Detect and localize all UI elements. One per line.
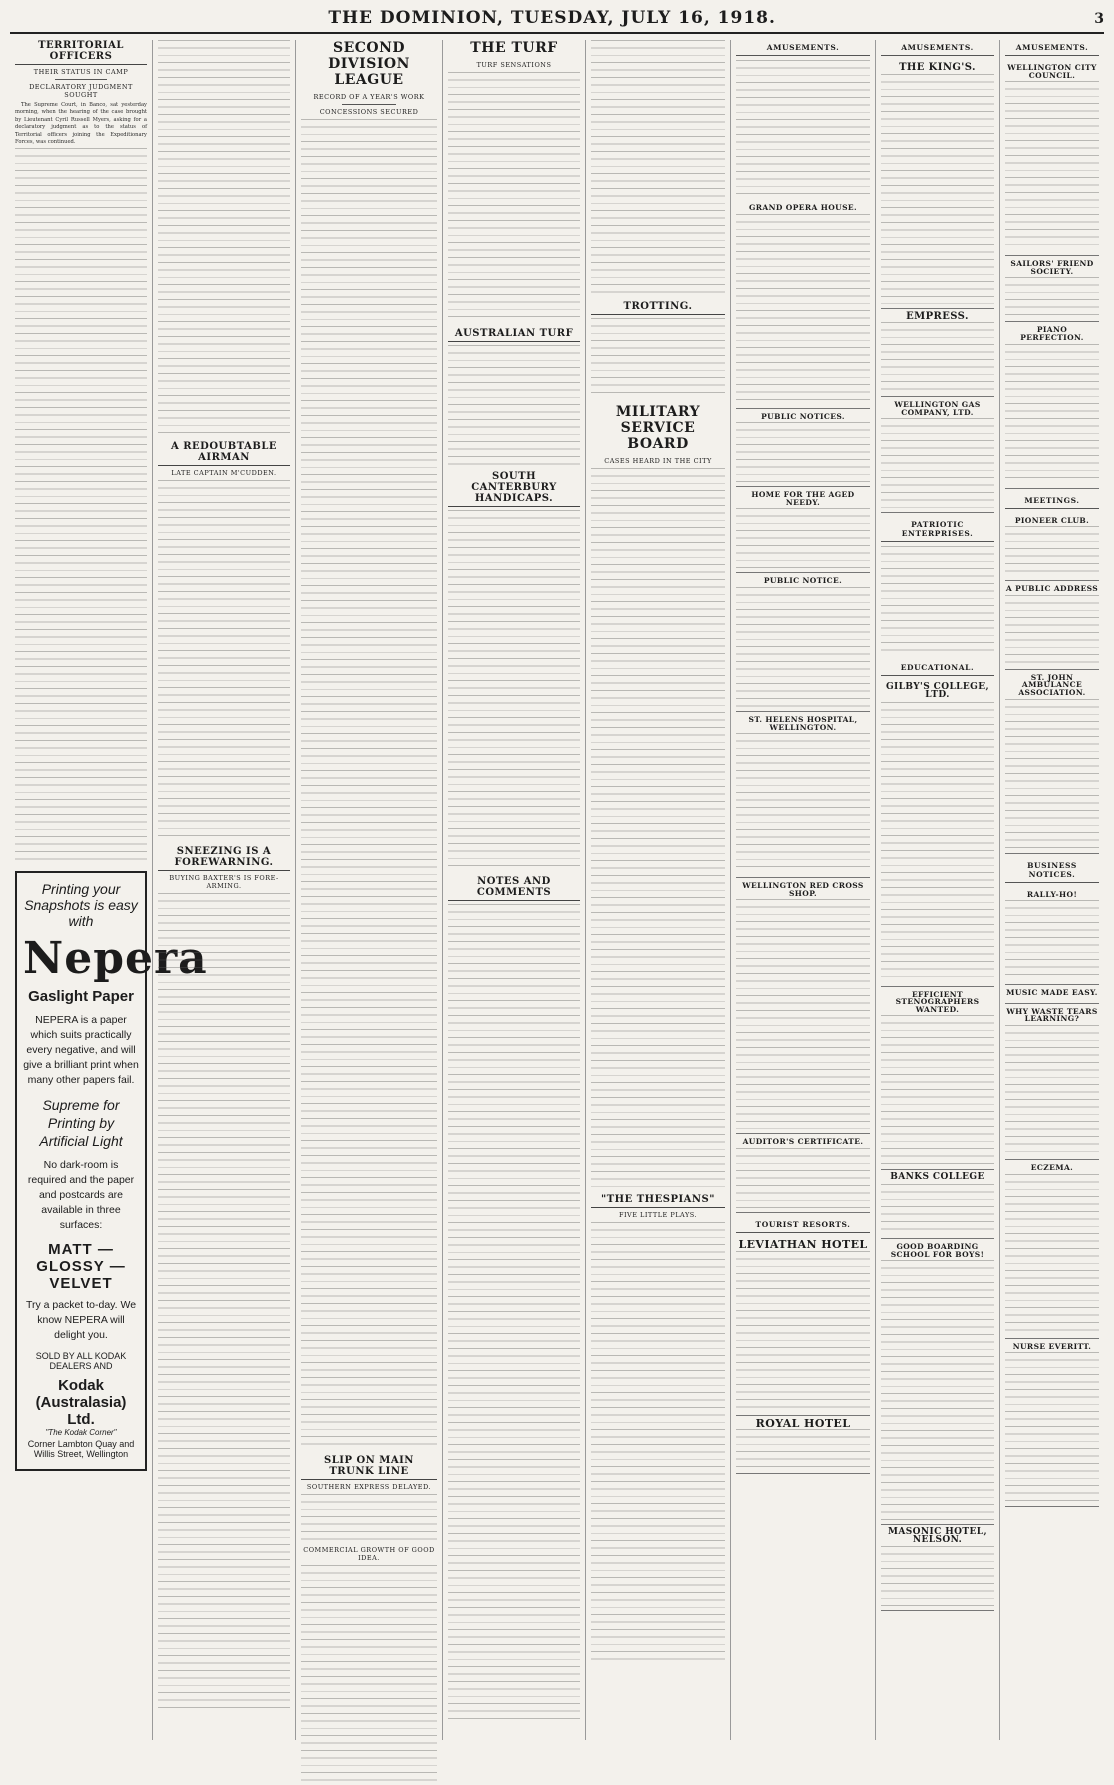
notice-text: [736, 214, 870, 404]
lead-paragraph: The Supreme Court, in Banco, sat yesterday morning, when the hearing of the case brought by Lieutenant Cyril Russell Myers, asking for a declaratory judgment as to the status of Territorial officers joining the Expeditionary Forces, was continued.: [15, 102, 147, 146]
ad-sold: SOLD BY ALL KODAK DEALERS AND: [35, 1351, 127, 1372]
notice-text: [736, 422, 870, 482]
notice-aged-needy: [736, 487, 870, 573]
notice-heading: ROYAL HOTEL: [755, 1416, 851, 1430]
headline-notes-comments: NOTES AND COMMENTS: [448, 876, 580, 901]
column-7: [876, 40, 1000, 1740]
notice-text: [881, 1546, 994, 1606]
notice-text: [736, 733, 870, 873]
notice-text: [881, 1184, 994, 1234]
ad-address: Corner Lambton Quay and Willis Street, Wellington: [27, 1439, 135, 1460]
headline-territorial-officers: TERRITORIAL OFFICERS: [15, 40, 147, 65]
section-business: BUSINESS NOTICES.: [1005, 858, 1099, 883]
notice-heading: EMPRESS.: [906, 310, 969, 322]
section-meetings: MEETINGS.: [1005, 493, 1099, 509]
notice-heading: GILBY'S COLLEGE, LTD.: [885, 682, 990, 700]
subhead-concessions: CONCESSIONS SECURED: [319, 108, 419, 116]
notice-heading: A PUBLIC ADDRESS: [1005, 584, 1099, 594]
notice-public: [736, 409, 870, 488]
notice-heading: ECZEMA.: [1030, 1162, 1074, 1172]
columns: [10, 40, 1104, 1740]
notice-text: [1005, 1025, 1099, 1155]
notice-text: [1005, 1352, 1099, 1502]
ad-corner: "The Kodak Corner": [45, 1428, 117, 1438]
notice-st-helens: [736, 712, 870, 878]
article-text-block: [591, 40, 725, 295]
headline-sneezing: SNEEZING IS A FOREWARNING.: [158, 846, 290, 871]
notice-text: [881, 322, 994, 392]
notice-text-block: [881, 546, 994, 656]
notice-text: [881, 418, 994, 508]
notice-st-john: [1005, 670, 1099, 854]
ad-intro: Printing your Snapshots is easy with: [24, 881, 138, 930]
article-text-block: [158, 480, 290, 840]
notice-auditor: [736, 1134, 870, 1213]
page-title: THE DOMINION, TUESDAY, JULY 16, 1918.: [328, 8, 776, 28]
section-amusements: AMUSEMENTS.: [736, 40, 870, 56]
notice-text: [1005, 699, 1099, 849]
notice-heading: PUBLIC NOTICE.: [763, 576, 843, 586]
headline-australian-turf: AUSTRALIAN TURF: [448, 328, 580, 342]
subhead-turf-sensations: TURF SENSATIONS: [476, 61, 552, 69]
headline-trotting: TROTTING.: [591, 301, 725, 315]
notice-heading: LEVIATHAN HOTEL: [738, 1237, 868, 1251]
section-patriotic: PATRIOTIC ENTERPRISES.: [881, 517, 994, 542]
article-text-block: [448, 904, 580, 1724]
subhead-record: RECORD OF A YEAR'S WORK: [313, 93, 425, 101]
ad-finishes: MATT — GLOSSY — VELVET: [36, 1241, 126, 1293]
notice-text: [881, 74, 994, 304]
subhead-commercial: COMMERCIAL GROWTH OF GOOD IDEA.: [303, 1546, 435, 1562]
notice-heading: PIANO PERFECTION.: [1020, 325, 1084, 342]
notice-text: [1005, 81, 1099, 251]
ad-description-2: No dark-room is required and the paper and postcards are available in three surfaces:: [27, 1159, 135, 1232]
notice-heading: SAILORS' FRIEND SOCIETY.: [1010, 259, 1094, 276]
subhead-baxters: BUYING BAXTER'S IS FORE-ARMING.: [169, 874, 279, 890]
notice-text: [736, 899, 870, 1129]
ad-company: Kodak (Australasia) Ltd.: [35, 1377, 127, 1429]
divider: [55, 79, 108, 80]
notice-grand-opera: [736, 200, 870, 409]
notice-text: [736, 1148, 870, 1208]
notice-text-block: [736, 60, 870, 200]
notice-heading: WELLINGTON CITY COUNCIL.: [1007, 63, 1097, 80]
notice-heading: PUBLIC NOTICES.: [761, 411, 845, 421]
headline-second-division: SECOND DIVISION LEAGUE: [328, 40, 410, 88]
section-amusements: AMUSEMENTS.: [1005, 40, 1099, 56]
article-text-block: [448, 72, 580, 322]
notice-stenographers: [881, 987, 994, 1171]
notice-tears: [1005, 1004, 1099, 1160]
notice-gilbys: [881, 680, 994, 986]
notice-heading: MUSIC MADE EASY.: [1006, 988, 1098, 998]
subhead-mccudden: LATE CAPTAIN M'CUDDEN.: [171, 469, 277, 477]
column-5: [586, 40, 731, 1740]
notice-music: [1005, 985, 1099, 1004]
article-text-block: [301, 1494, 437, 1544]
subhead-five-plays: FIVE LITTLE PLAYS.: [618, 1211, 698, 1219]
headline-turf: THE TURF: [470, 40, 558, 56]
article-text-block: [448, 510, 580, 870]
notice-city-council: [1005, 60, 1099, 256]
article-text-block: [448, 345, 580, 465]
notice-text: [1005, 900, 1099, 980]
subhead-cases: CASES HEARD IN THE CITY: [604, 457, 712, 465]
nepera-advertisement: [15, 871, 208, 1471]
column-4: [443, 40, 586, 1740]
column-8: [1000, 40, 1104, 1740]
notice-heading: WHY WASTE TEARS LEARNING?: [1006, 1006, 1098, 1024]
notice-heading: THE KING'S.: [899, 62, 976, 73]
ad-brand-sub: Gaslight Paper: [28, 988, 134, 1006]
notice-leviathan: [736, 1237, 870, 1416]
notice-banks-college: [881, 1170, 994, 1239]
notice-text: [1005, 277, 1099, 317]
headline-airman: A REDOUBTABLE AIRMAN: [158, 441, 290, 466]
headline-military-board: MILITARY SERVICE BOARD: [615, 404, 701, 452]
notice-heading: WELLINGTON RED CROSS SHOP.: [742, 881, 864, 898]
article-text-block: [158, 40, 290, 435]
notice-heading: ST. HELENS HOSPITAL, WELLINGTON.: [748, 714, 858, 732]
subhead-status: THEIR STATUS IN CAMP: [33, 68, 129, 76]
notice-heading: BANKS COLLEGE: [890, 1172, 985, 1183]
notice-heading: ST. JOHN AMBULANCE ASSOCIATION.: [1018, 672, 1086, 697]
notice-royal-hotel: [736, 1416, 870, 1475]
notice-heading: PIONEER CLUB.: [1014, 515, 1090, 525]
notice-text: [1005, 595, 1099, 665]
notice-heading: MASONIC HOTEL, NELSON.: [888, 1527, 987, 1545]
section-tourist-resorts: TOURIST RESORTS.: [736, 1217, 870, 1233]
article-text-block: [591, 318, 725, 398]
notice-text: [736, 587, 870, 707]
notice-heading: EFFICIENT STENOGRAPHERS WANTED.: [895, 989, 980, 1014]
article-text-block: [591, 1222, 725, 1662]
notice-heading: RALLY-HO!: [1026, 889, 1078, 899]
ad-brand: Nepera: [23, 933, 208, 985]
notice-boarding-school: [881, 1239, 994, 1525]
notice-text: [881, 702, 994, 982]
notice-red-cross: [736, 878, 870, 1134]
ad-tagline: Supreme for Printing by Artificial Light: [39, 1097, 123, 1150]
notice-public-2: [736, 573, 870, 712]
notice-eczema: [1005, 1160, 1099, 1339]
section-amusements: AMUSEMENTS.: [881, 40, 994, 56]
page-number: 3: [1094, 11, 1104, 27]
notice-rally-ho: [1005, 887, 1099, 986]
notice-heading: AUDITOR'S CERTIFICATE.: [742, 1137, 864, 1147]
column-1: [10, 40, 208, 1740]
article-text-block: [591, 468, 725, 1188]
section-educational: EDUCATIONAL.: [881, 660, 994, 676]
notice-empress: [881, 309, 994, 398]
notice-pioneer: [1005, 513, 1099, 582]
subhead-southern-express: SOUTHERN EXPRESS DELAYED.: [306, 1483, 432, 1491]
article-text-block: [301, 1565, 437, 1785]
notice-text: [736, 508, 870, 568]
notice-text: [1005, 344, 1099, 484]
column-3: [296, 40, 443, 1740]
headline-slip: SLIP ON MAIN TRUNK LINE: [301, 1455, 437, 1480]
notice-heading: GOOD BOARDING SCHOOL FOR BOYS!: [890, 1241, 985, 1259]
article-text-block: [15, 148, 147, 863]
notice-heading: NURSE EVERITT.: [1012, 1341, 1092, 1351]
notice-nurse: [1005, 1339, 1099, 1508]
notice-masonic: [881, 1525, 994, 1611]
notice-text: [881, 1015, 994, 1165]
notice-heading: GRAND OPERA HOUSE.: [748, 203, 858, 212]
column-2: [153, 40, 296, 1740]
masthead: [10, 8, 1104, 34]
notice-sailors: [1005, 256, 1099, 322]
notice-piano: [1005, 322, 1099, 488]
notice-gas-company: [881, 397, 994, 513]
notice-heading: HOME FOR THE AGED NEEDY.: [751, 490, 855, 507]
headline-thespians: "THE THESPIANS": [591, 1194, 725, 1208]
article-text-block: [158, 893, 290, 1713]
notice-text: [1005, 1174, 1099, 1334]
notice-heading: WELLINGTON GAS COMPANY, LTD.: [894, 400, 981, 417]
article-lead: [15, 102, 147, 146]
ad-try: Try a packet to-day. We know NEPERA will delight you.: [25, 1299, 137, 1342]
column-6: [731, 40, 876, 1740]
subhead-declaratory: DECLARATORY JUDGMENT SOUGHT: [29, 83, 133, 99]
notice-kings: [881, 60, 994, 309]
ad-description: NEPERA is a paper which suits practically every negative, and will give a brilliant print when many other papers fail.: [23, 1014, 139, 1087]
notice-text: [881, 1260, 994, 1520]
notice-public-address: [1005, 581, 1099, 670]
divider: [342, 104, 396, 105]
headline-south-canterbury: SOUTH CANTERBURY HANDICAPS.: [448, 471, 580, 507]
notice-text: [1005, 526, 1099, 576]
article-text-block: [301, 119, 437, 1449]
notice-text: [736, 1251, 870, 1411]
notice-text: [736, 1429, 870, 1469]
